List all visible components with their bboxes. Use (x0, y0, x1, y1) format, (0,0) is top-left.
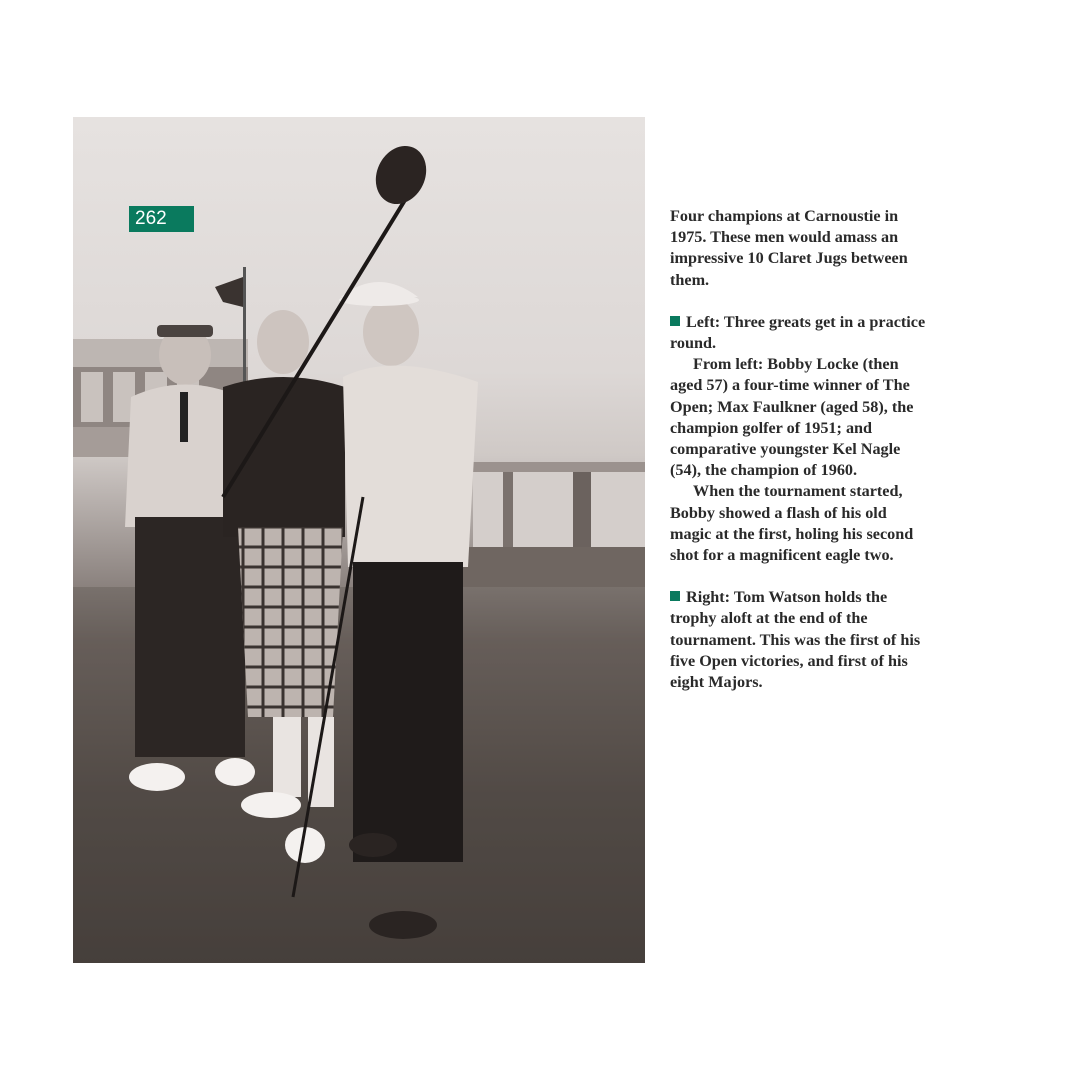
caption-right-heading-text: Right: Tom Watson holds the trophy aloft at the end of the tournament. This was the first of his five Open victories, and first of his eight Majors. (670, 588, 921, 692)
caption-left-paragraph-2: When the tournament started, Bobby showed a flash of his old magic at the first, holing his second shot for a magnificent eagle two. (670, 482, 914, 565)
caption-left-heading (670, 312, 932, 354)
caption-column (670, 206, 932, 693)
caption-intro: Four champions at Carnoustie in 1975. These men would amass an impressive 10 Claret Jugs between them. (670, 207, 908, 289)
square-bullet-icon (670, 591, 680, 601)
golfers-photo (73, 117, 645, 963)
caption-left-paragraph-1: From left: Bobby Locke (then aged 57) a four-time winner of The Open; Max Faulkner (aged 58), the champion golfer of 1951; and comparative youngster Kel Nagle (54), the champion of 1960. (670, 355, 914, 480)
square-bullet-icon (670, 316, 680, 326)
caption-left-heading-text: Left: Three greats get in a practice round. (670, 312, 926, 353)
page-number-badge: 262 (129, 206, 194, 232)
caption-right-heading (670, 587, 932, 693)
